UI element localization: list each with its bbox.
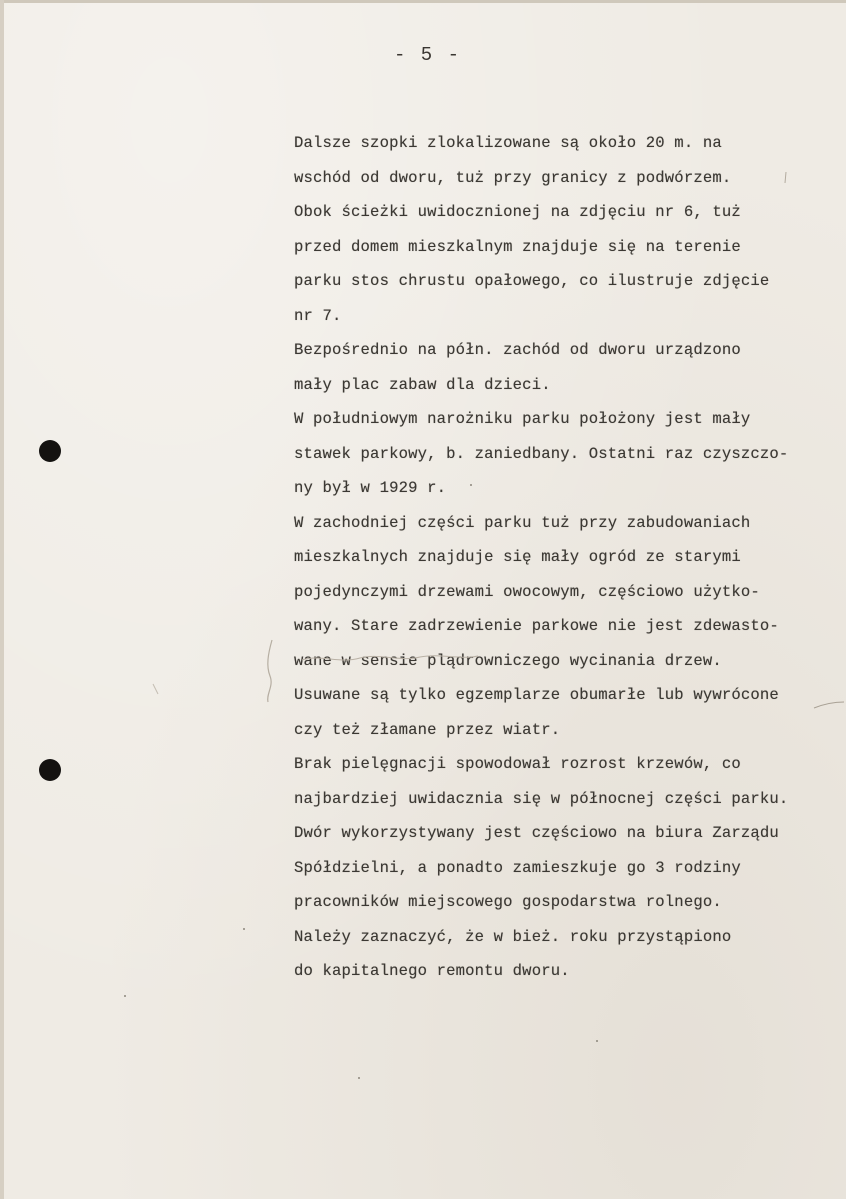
text-line: pracowników miejscowego gospodarstwa rolnego. [294,893,722,911]
text-line: Dalsze szopki zlokalizowane są około 20 m. na [294,134,722,152]
text-line: Należy zaznaczyć, że w bież. roku przystąpiono [294,927,732,946]
text-line: nr 7. [294,306,342,325]
text-line: Dwór wykorzystywany jest częściowo na biura Zarządu [294,824,779,842]
punch-hole [39,440,61,462]
punch-hole [39,759,61,781]
pencil-margin-bracket-mark [258,636,288,706]
typewritten-text-block [294,126,834,989]
text-line: Bezpośrednio na półn. zachód od dworu urządzono [294,341,741,359]
text-line: W zachodniej części parku tuż przy zabudowaniach [294,513,751,532]
scan-speck [596,1040,598,1042]
scan-speck [124,995,126,997]
text-line: pojedynczymi drzewami owocowym, częściowo użytko- [294,582,760,601]
text-line: przed domem mieszkalnym znajduje się na terenie [294,237,741,256]
text-line: wane w sensie plądrowniczego wycinania drzew. [294,651,722,670]
text-line: parku stos chrustu opałowego, co ilustruje zdjęcie [294,272,770,290]
page-left-edge [0,0,4,1199]
scan-speck [358,1077,360,1079]
text-line: W południowym narożniku parku położony jest mały [294,410,751,428]
text-line: do kapitalnego remontu dworu. [294,962,570,980]
text-line: czy też złamane przez wiatr. [294,720,561,739]
text-line: Obok ścieżki uwidocznionej na zdjęciu nr 6, tuż [294,203,741,221]
text-line: Usuwane są tylko egzemplarze obumarłe lub wywrócone [294,686,779,704]
text-line: ny był w 1929 r. [294,479,447,497]
page-number: - 5 - [394,44,462,66]
text-line: Brak pielęgnacji spowodował rozrost krzewów, co [294,755,741,773]
text-line: stawek parkowy, b. zaniedbany. Ostatni raz czyszczo- [294,444,789,463]
text-line: najbardziej uwidacznia się w północnej części parku. [294,789,789,808]
scan-speck [470,484,472,486]
text-line: Spółdzielni, a ponadto zamieszkuje go 3 rodziny [294,858,741,877]
page-top-edge [0,0,846,3]
text-line: wany. Stare zadrzewienie parkowe nie jest zdewasto- [294,617,779,635]
text-line: wschód od dworu, tuż przy granicy z podwórzem. [294,168,732,187]
scan-speck [243,928,245,930]
text-line: mieszkalnych znajduje się mały ogród ze starymi [294,548,741,566]
pencil-small-tick-mark [150,682,162,698]
text-line: mały plac zabaw dla dzieci. [294,375,551,394]
